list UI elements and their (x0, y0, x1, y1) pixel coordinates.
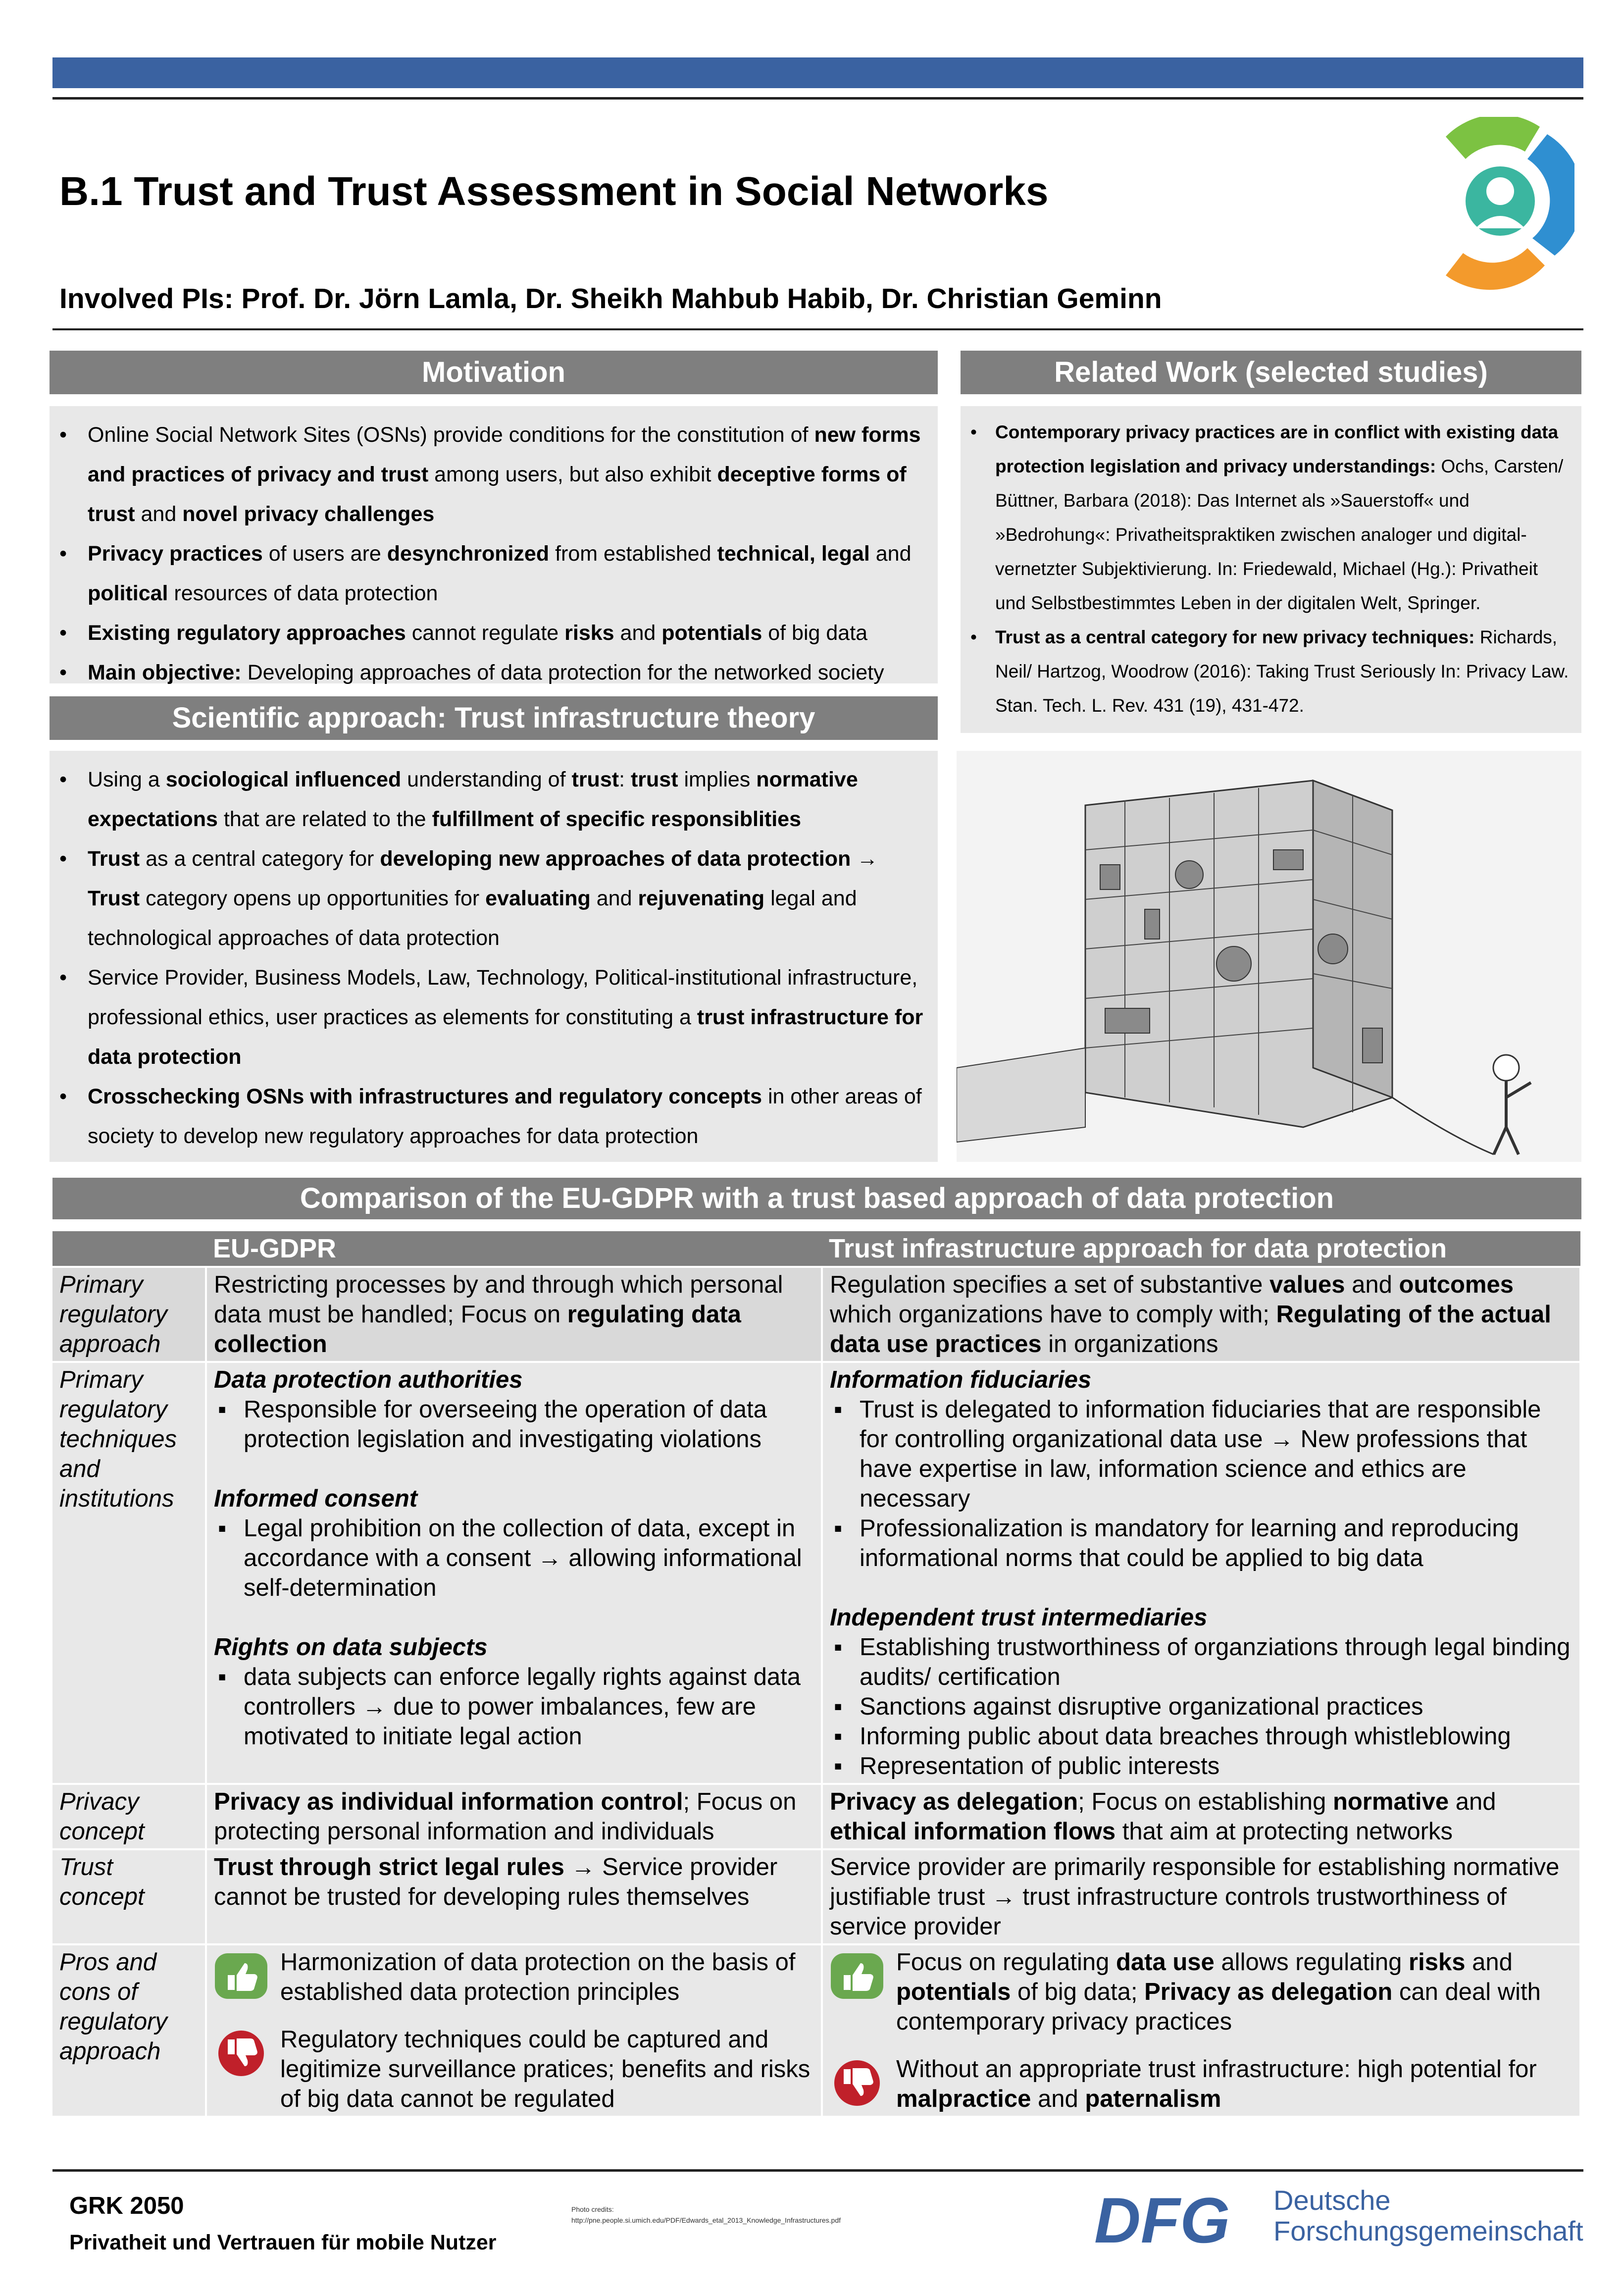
table-cell: Privacy as individual information control; Focus on protecting personal information and individuals (206, 1784, 822, 1849)
thumbs-up-icon (830, 1952, 884, 2000)
scientific-approach-header: Scientific approach: Trust infrastructure theory (50, 696, 938, 740)
motivation-item: • Existing regulatory approaches cannot regulate risks and potentials of big data (55, 613, 928, 653)
motivation-item: • Online Social Network Sites (OSNs) provide conditions for the constitution of new forms and practices of privacy and trust among users, but also exhibit deceptive forms of trust and novel privacy challenges (55, 415, 928, 534)
table-cell: Focus on regulating data use allows regulating risks and potentials of big data; Privacy as delegation can deal with contemporary privacy practices Without an appropriate trust infrastructure: high potential for malpractice and paternalism (822, 1944, 1580, 2117)
table-cell: Harmonization of data protection on the basis of established data protection principles Regulatory techniques could be captured and legitimize surveillance pratices; benefits and risks of big data cannot be regulated (206, 1944, 822, 2117)
motivation-item: • Privacy practices of users are desynchronized from established technical, legal and political resources of data protection (55, 534, 928, 613)
dfg-logo-icon (1094, 2187, 1263, 2251)
table-cell: Information fiduciaries ▪ Trust is delegated to information fiduciaries that are responsible for controlling organizational data use → New professions that have expertise in law, information science and ethics are necessary ▪ Professionalization is mandatory for learning and reproducing informational norms that could be applied to big data Independent trust intermediaries ▪ Establishing trustworthiness of organziations through legal binding audits/ certification ▪ Sanctions against disruptive organizational practices ▪ Informing public about data breaches through whistleblowing ▪ Representation of public interests (822, 1362, 1580, 1784)
top-accent-bar (52, 57, 1583, 88)
footer-divider (52, 2169, 1583, 2172)
grk-title: Privatheit und Vertrauen für mobile Nutzer (69, 2231, 497, 2254)
poster-title: B.1 Trust and Trust Assessment in Social Networks (59, 169, 1049, 214)
row-label: Primary regulatory techniques and institutions (52, 1362, 206, 1784)
header-divider (52, 328, 1583, 330)
row-label: Pros and cons of regulatory approach (52, 1944, 206, 2117)
dfg-name: Deutsche Forschungsgemeinschaft (1273, 2185, 1583, 2246)
row-label: Primary regulatory approach (52, 1267, 206, 1362)
table-row (52, 1362, 1580, 1784)
grk-number: GRK 2050 (69, 2192, 184, 2219)
thumbs-up-icon (214, 1952, 268, 2000)
involved-pis: Involved PIs: Prof. Dr. Jörn Lamla, Dr. Sheikh Mahbub Habib, Dr. Christian Geminn (59, 283, 1162, 314)
thumbs-down-icon (830, 2059, 884, 2107)
related-work-panel (961, 406, 1581, 733)
table-cell: Service provider are primarily responsible for establishing normative justifiable trust → trust infrastructure controls trustworthiness of service provider (822, 1849, 1580, 1944)
photo-credits: Photo credits: http://pne.people.si.umich.edu/PDF/Edwards_etal_2013_Knowledge_Infrastructures.pdf (571, 2204, 841, 2226)
table-row (52, 1944, 1580, 2117)
row-label: Privacy concept (52, 1784, 206, 1849)
table-cell: Regulation specifies a set of substantive values and outcomes which organizations have to comply with; Regulating of the actual data use practices in organizations (822, 1267, 1580, 1362)
table-cell: Data protection authorities ▪ Responsible for overseeing the operation of data protection legislation and investigating violations Informed consent ▪ Legal prohibition on the collection of data, except in accordance with a consent → allowing informational self-determination Rights on data subjects ▪ data subjects can enforce legally rights against data controllers → due to power imbalances, few are motivated to initiate legal action (206, 1362, 822, 1784)
table-row (52, 1267, 1580, 1362)
project-logo-icon (1426, 117, 1574, 295)
table-row (52, 1849, 1580, 1944)
svg-text:DFG: DFG (1094, 2187, 1230, 2251)
thumbs-down-icon (214, 2030, 268, 2077)
scientific-item: • Service Provider, Business Models, Law, Technology, Political-institutional infrastructure, professional ethics, user practices as elements for constituting a trust infrastructure for data protection (55, 958, 928, 1077)
related-work-header: Related Work (selected studies) (961, 351, 1581, 394)
top-divider (52, 97, 1583, 100)
table-cell: Restricting processes by and through which personal data must be handled; Focus on regulating data collection (206, 1267, 822, 1362)
comparison-table (52, 1231, 1581, 2118)
scientific-approach-panel (50, 751, 938, 1162)
motivation-item: • Main objective: Developing approaches of data protection for the networked society (55, 653, 928, 692)
infrastructure-illustration (957, 751, 1581, 1162)
related-work-item: • Trust as a central category for new privacy techniques: Richards, Neil/ Hartzog, Woodrow (2016): Taking Trust Seriously In: Privacy Law. Stan. Tech. L. Rev. 431 (19), 431-472. (966, 620, 1572, 723)
column-header-gdpr: EU-GDPR (206, 1231, 822, 1267)
related-work-item: • Contemporary privacy practices are in conflict with existing data protection legislation and privacy understandings: Ochs, Carsten/ Büttner, Barbara (2018): Das Internet als »Sauerstoff« und »Bedrohung«: Privatheitspraktiken zwischen analoger und digital-vernetzter Subjektivierung. In: Friedewald, Michael (Hg.): Privatheit und Selbstbestimmtes Leben in der digitalen Welt, Springer. (966, 415, 1572, 620)
column-header-trust: Trust infrastructure approach for data protection (822, 1231, 1580, 1267)
scientific-item: • Trust as a central category for developing new approaches of data protection → Trust category opens up opportunities for evaluating and rejuvenating legal and technological approaches of data protection (55, 839, 928, 958)
photo-credits-link[interactable]: http://pne.people.si.umich.edu/PDF/Edwards_etal_2013_Knowledge_Infrastructures.pdf (571, 2216, 841, 2224)
motivation-panel (50, 406, 938, 683)
table-row (52, 1784, 1580, 1849)
scientific-item: • Using a sociological influenced understanding of trust: trust implies normative expectations that are related to the fulfillment of specific responsiblities (55, 760, 928, 839)
motivation-header: Motivation (50, 351, 938, 394)
table-corner (52, 1231, 206, 1267)
row-label: Trust concept (52, 1849, 206, 1944)
scientific-item: • Crosschecking OSNs with infrastructures and regulatory concepts in other areas of society to develop new regulatory approaches for data protection (55, 1077, 928, 1156)
comparison-header: Comparison of the EU-GDPR with a trust based approach of data protection (52, 1178, 1581, 1219)
table-cell: Trust through strict legal rules → Service provider cannot be trusted for developing rules themselves (206, 1849, 822, 1944)
table-cell: Privacy as delegation; Focus on establishing normative and ethical information flows that aim at protecting networks (822, 1784, 1580, 1849)
